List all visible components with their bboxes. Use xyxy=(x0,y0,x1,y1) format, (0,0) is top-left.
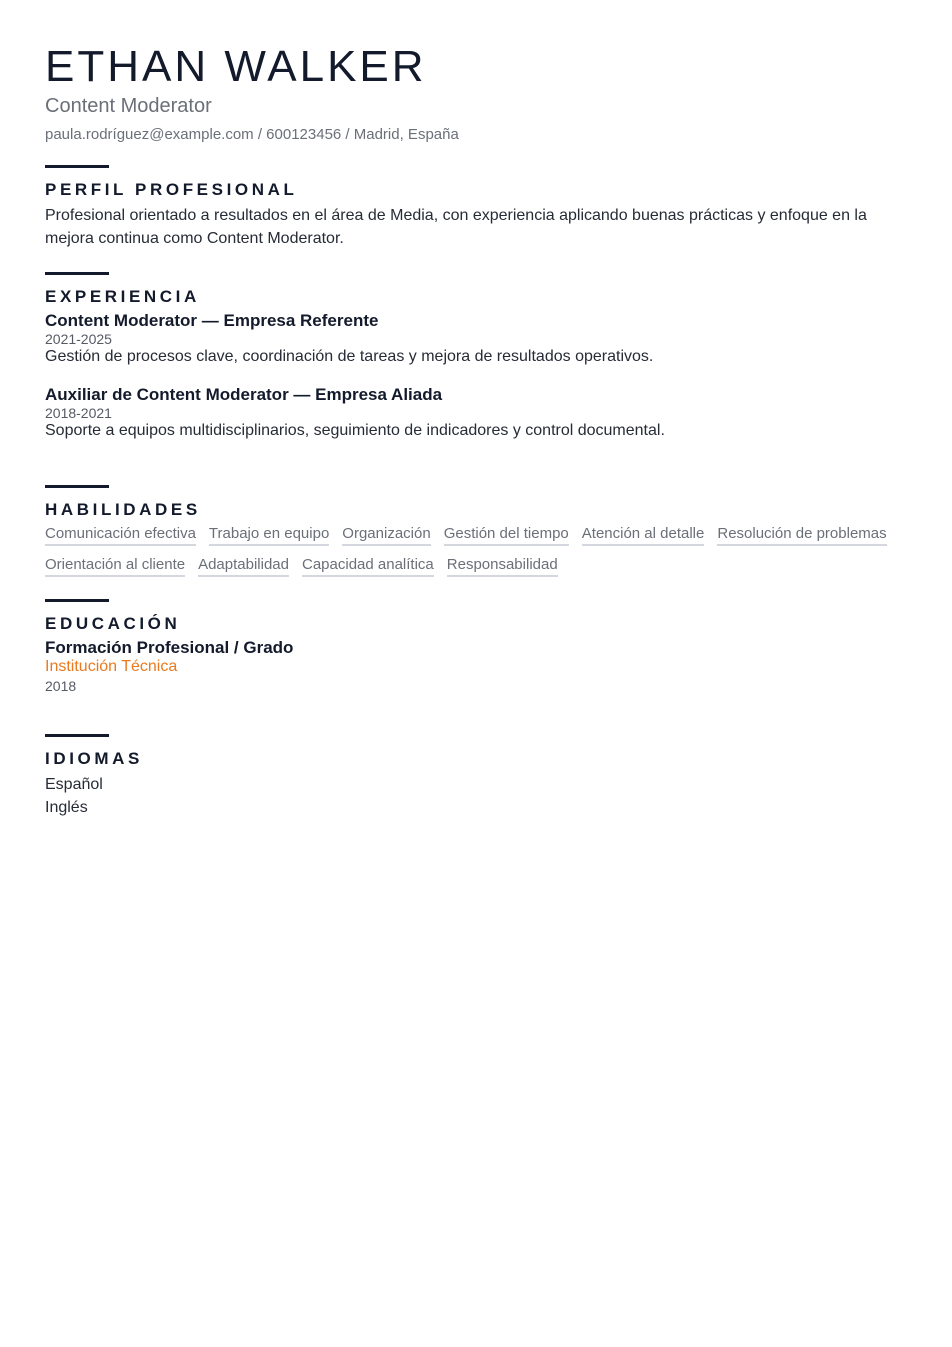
skill-tag: Capacidad analítica xyxy=(302,555,434,577)
skill-tag: Orientación al cliente xyxy=(45,555,185,577)
job-entry xyxy=(45,311,912,367)
experience-heading: EXPERIENCIA xyxy=(45,287,200,306)
education-year: 2018 xyxy=(45,678,77,694)
job-entry xyxy=(45,385,912,441)
skills-list xyxy=(45,524,912,577)
job-description: Soporte a equipos multidisciplinarios, seguimiento de indicadores y control documental. xyxy=(45,422,665,439)
job-title: Content Moderator — Empresa Referente xyxy=(45,311,379,330)
skill-tag: Responsabilidad xyxy=(447,555,558,577)
skills-heading: HABILIDADES xyxy=(45,500,201,519)
job-title: Auxiliar de Content Moderator — Empresa Aliada xyxy=(45,385,443,404)
languages-heading: IDIOMAS xyxy=(45,749,143,768)
profile-text: Profesional orientado a resultados en el área de Media, con experiencia aplicando buenas prácticas y enfoque en la mejora continua como Content Moderator. xyxy=(45,207,867,247)
candidate-name: ETHAN WALKER xyxy=(45,42,427,91)
profile-section xyxy=(45,165,912,250)
skill-tag: Comunicación efectiva xyxy=(45,524,196,546)
profile-heading: PERFIL PROFESIONAL xyxy=(45,180,298,199)
education-degree: Formación Profesional / Grado xyxy=(45,638,294,657)
education-heading: EDUCACIÓN xyxy=(45,614,181,633)
section-divider xyxy=(45,485,109,488)
job-dates: 2021-2025 xyxy=(45,331,112,347)
skill-tag: Resolución de problemas xyxy=(717,524,886,546)
section-divider xyxy=(45,734,109,737)
skill-tag: Trabajo en equipo xyxy=(209,524,329,546)
education-section xyxy=(45,599,912,696)
language-item: Inglés xyxy=(45,799,88,816)
experience-section xyxy=(45,272,912,441)
job-dates: 2018-2021 xyxy=(45,405,112,421)
section-divider xyxy=(45,599,109,602)
section-divider xyxy=(45,272,109,275)
skill-tag: Organización xyxy=(342,524,430,546)
section-divider xyxy=(45,165,109,168)
language-item: Español xyxy=(45,776,103,793)
skill-tag: Atención al detalle xyxy=(582,524,705,546)
candidate-role: Content Moderator xyxy=(45,95,212,117)
education-institution: Institución Técnica xyxy=(45,658,178,675)
job-description: Gestión de procesos clave, coordinación de tareas y mejora de resultados operativos. xyxy=(45,348,654,365)
languages-section xyxy=(45,734,912,819)
contact-line: paula.rodríguez@example.com / 600123456 / Madrid, España xyxy=(45,126,459,143)
skills-section xyxy=(45,485,912,577)
skill-tag: Adaptabilidad xyxy=(198,555,289,577)
skill-tag: Gestión del tiempo xyxy=(444,524,569,546)
